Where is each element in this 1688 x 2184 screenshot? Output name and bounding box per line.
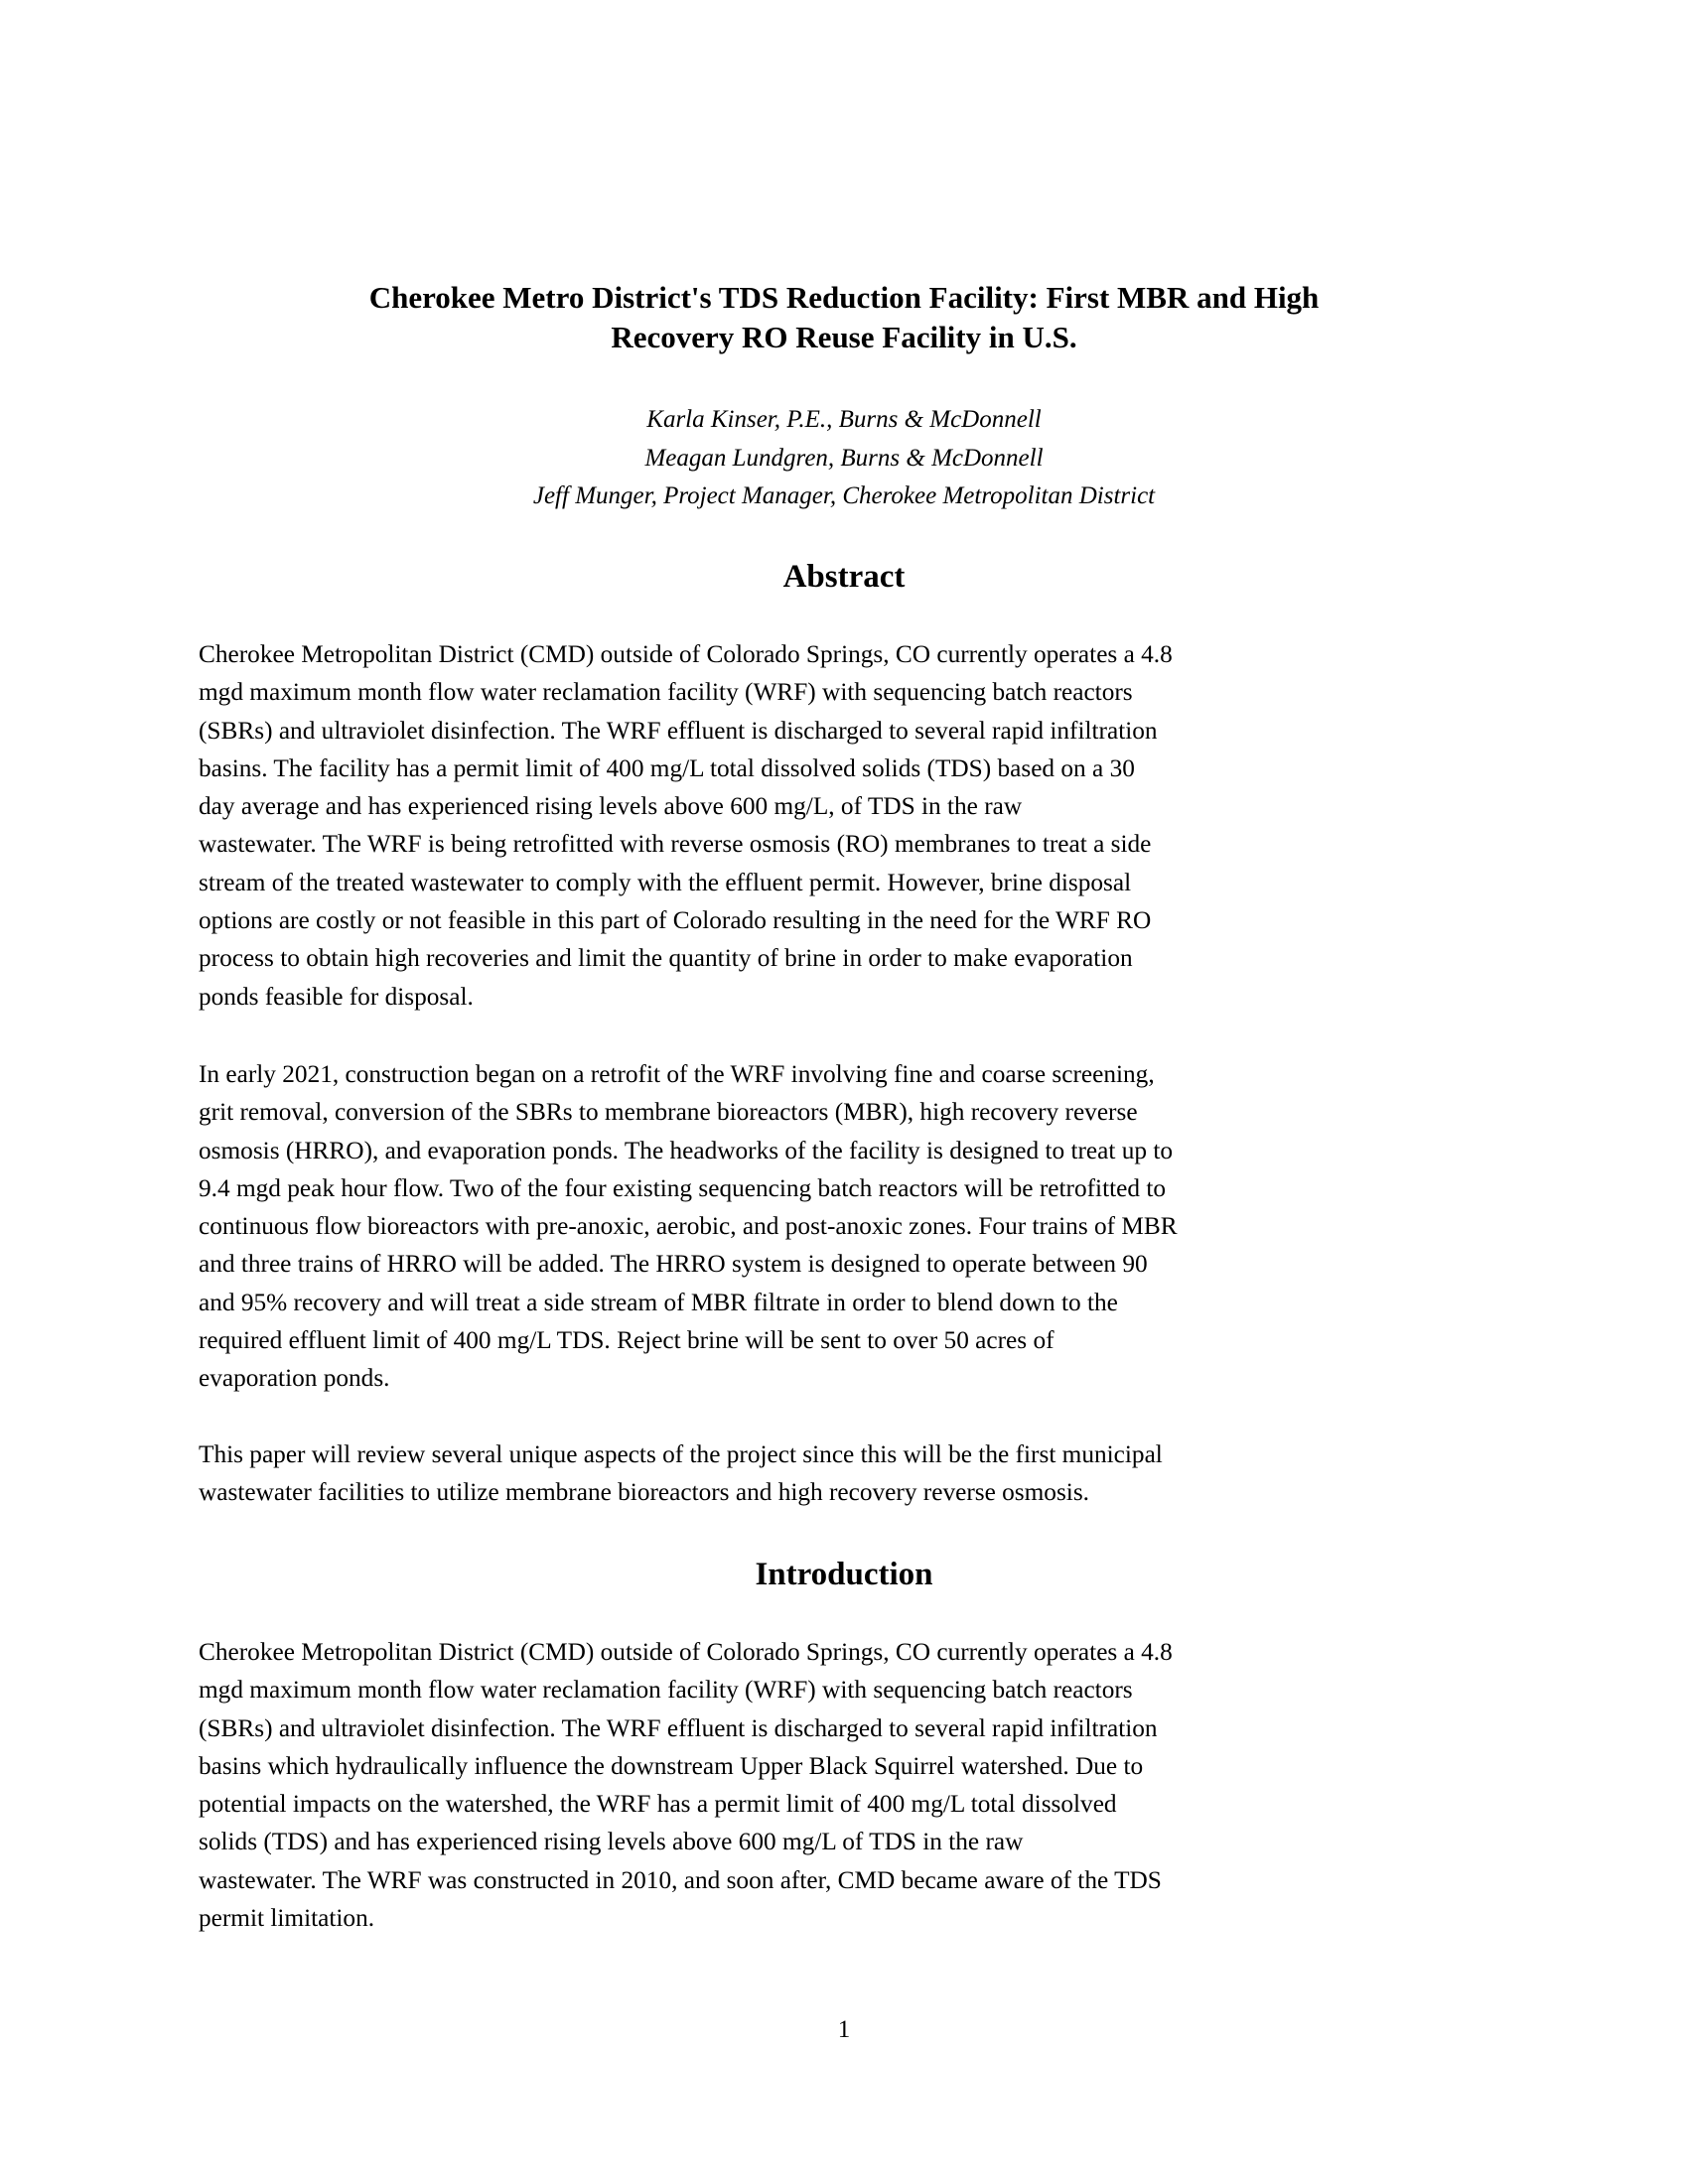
- author-line: Karla Kinser, P.E., Burns & McDonnell: [646, 406, 1042, 433]
- author-line: Jeff Munger, Project Manager, Cherokee Metropolitan District: [532, 482, 1156, 509]
- text-line: stream of the treated wastewater to comply with the effluent permit. However, brine disposal: [199, 868, 1132, 896]
- introduction-paragraph-1: [199, 1633, 1509, 1937]
- page-number: 1: [837, 2016, 851, 2043]
- text-line: and 95% recovery and will treat a side stream of MBR filtrate in order to blend down to the: [199, 1288, 1118, 1316]
- text-line: wastewater facilities to utilize membrane bioreactors and high recovery reverse osmosis.: [199, 1478, 1090, 1507]
- text-line: Cherokee Metropolitan District (CMD) outside of Colorado Springs, CO currently operates a 4.8: [199, 1638, 1173, 1666]
- text-line: continuous flow bioreactors with pre-anoxic, aerobic, and post-anoxic zones. Four trains of MBR: [199, 1212, 1178, 1241]
- text-line: 9.4 mgd peak hour flow. Two of the four existing sequencing batch reactors will be retrofitted to: [199, 1173, 1167, 1202]
- text-line: (SBRs) and ultraviolet disinfection. The WRF effluent is discharged to several rapid infiltration: [199, 716, 1158, 745]
- section-heading-introduction: Introduction: [755, 1557, 933, 1592]
- text-line: basins. The facility has a permit limit of 400 mg/L total dissolved solids (TDS) based on a 30: [199, 753, 1135, 782]
- text-line: mgd maximum month flow water reclamation facility (WRF) with sequencing batch reactors: [199, 1676, 1133, 1705]
- abstract-paragraph-3: [199, 1435, 1509, 1512]
- abstract-paragraph-2: [199, 1055, 1509, 1398]
- paper-title: [199, 278, 1489, 357]
- text-line: required effluent limit of 400 mg/L TDS. Reject brine will be sent to over 50 acres of: [199, 1326, 1055, 1355]
- author-line: Meagan Lundgren, Burns & McDonnell: [644, 444, 1044, 472]
- abstract-paragraph-1: [199, 635, 1509, 1016]
- text-line: and three trains of HRRO will be added. The HRRO system is designed to operate between 90: [199, 1250, 1148, 1279]
- text-line: wastewater. The WRF was constructed in 2010, and soon after, CMD became aware of the TDS: [199, 1865, 1162, 1894]
- text-line: (SBRs) and ultraviolet disinfection. The WRF effluent is discharged to several rapid infiltration: [199, 1713, 1158, 1742]
- text-line: mgd maximum month flow water reclamation facility (WRF) with sequencing batch reactors: [199, 678, 1133, 707]
- text-line: grit removal, conversion of the SBRs to membrane bioreactors (MBR), high recovery reverse: [199, 1098, 1138, 1127]
- author-list: [199, 401, 1489, 516]
- text-line: day average and has experienced rising levels above 600 mg/L, of TDS in the raw: [199, 792, 1023, 821]
- text-line: basins which hydraulically influence the downstream Upper Black Squirrel watershed. Due to: [199, 1751, 1144, 1780]
- text-line: potential impacts on the watershed, the WRF has a permit limit of 400 mg/L total dissolved: [199, 1790, 1117, 1819]
- text-line: In early 2021, construction began on a retrofit of the WRF involving fine and coarse screening,: [199, 1060, 1155, 1088]
- text-line: wastewater. The WRF is being retrofitted with reverse osmosis (RO) membranes to treat a side: [199, 830, 1152, 859]
- text-line: ponds feasible for disposal.: [199, 982, 474, 1011]
- text-line: osmosis (HRRO), and evaporation ponds. The headworks of the facility is designed to treat up to: [199, 1136, 1174, 1164]
- text-line: Cherokee Metropolitan District (CMD) outside of Colorado Springs, CO currently operates a 4.8: [199, 640, 1173, 668]
- text-line: solids (TDS) and has experienced rising levels above 600 mg/L of TDS in the raw: [199, 1828, 1024, 1856]
- section-heading-abstract: Abstract: [782, 559, 906, 595]
- text-line: process to obtain high recoveries and limit the quantity of brine in order to make evaporation: [199, 944, 1133, 973]
- title-line: Recovery RO Reuse Facility in U.S.: [611, 320, 1077, 354]
- text-line: This paper will review several unique aspects of the project since this will be the first municipal: [199, 1440, 1163, 1468]
- text-line: evaporation ponds.: [199, 1364, 390, 1393]
- text-line: permit limitation.: [199, 1904, 375, 1933]
- title-line: Cherokee Metro District's TDS Reduction Facility: First MBR and High: [368, 280, 1320, 315]
- text-line: options are costly or not feasible in this part of Colorado resulting in the need for the WRF RO: [199, 906, 1152, 935]
